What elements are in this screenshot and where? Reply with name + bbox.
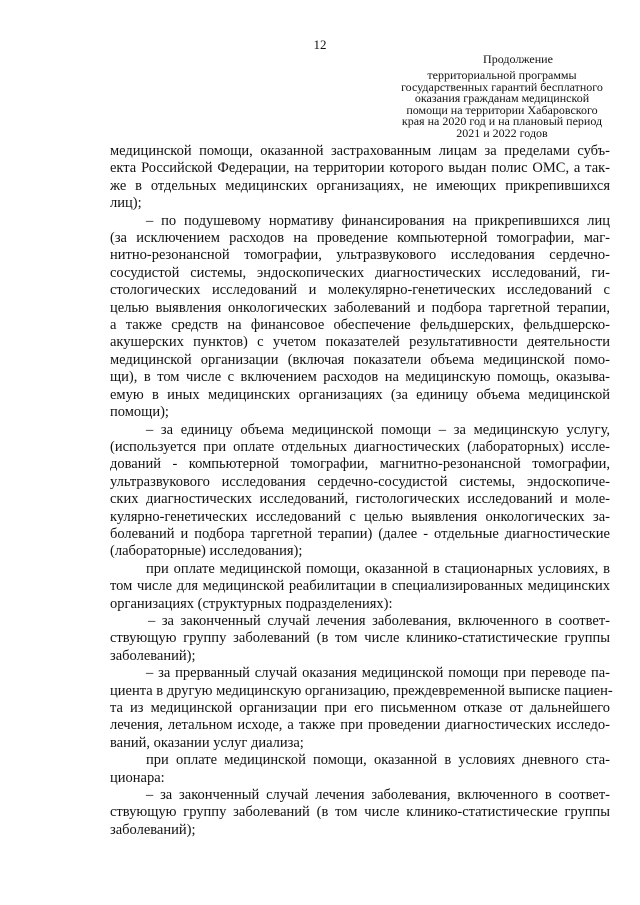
header-line: территориальной программы bbox=[427, 68, 577, 82]
text-line: дований - компьютерной томографии, магнитно-резонансной томографии, bbox=[110, 456, 610, 473]
text-line: ствующую группу заболеваний (в том числе клинико-статистические группы bbox=[110, 804, 610, 821]
text-line: екта Российской Федерации, на территории которого выдан полис ОМС, а так- bbox=[110, 160, 610, 177]
text-line: а также средств на финансовое обеспечение фельдшерских, фельдшерско- bbox=[110, 317, 610, 334]
text-line: сосудистой системы, эндоскопических диагностических исследований, ги- bbox=[110, 264, 610, 281]
text-line: заболеваний); bbox=[110, 821, 196, 838]
text-line: (за исключением расходов на проведение компьютерной томографии, маг- bbox=[110, 230, 610, 247]
text-line: – за прерванный случай оказания медицинской помощи при переводе па- bbox=[146, 665, 610, 682]
page-number: 12 bbox=[313, 37, 327, 52]
text-line: – за единицу объема медицинской помощи – за медицинскую услугу, bbox=[146, 421, 610, 438]
text-line: целью выявления онкологических заболеваний и подбора таргетной терапии, bbox=[110, 299, 610, 316]
header-line: края на 2020 год и на плановый период bbox=[401, 114, 603, 128]
text-line: лечения, летальном исходе, а также при проведении диагностических исследо- bbox=[110, 717, 610, 734]
text-line: медицинской организации (включая показатели объема медицинской помо- bbox=[110, 351, 610, 368]
text-line: – по подушевому нормативу финансирования на прикрепившихся лиц bbox=[146, 212, 610, 229]
text-line: стологических исследований и молекулярно-генетических исследований с bbox=[110, 282, 610, 299]
text-line: помощи); bbox=[110, 404, 169, 421]
text-line: заболеваний); bbox=[110, 647, 196, 664]
header-line: помощи на территории Хабаровского bbox=[406, 102, 598, 117]
header-line: 2021 и 2022 годов bbox=[456, 125, 548, 140]
text-line: та из медицинской организации при его письменном отказе от дальнейшего bbox=[110, 700, 610, 716]
body-text bbox=[110, 143, 613, 839]
text-line: – за законченный случай лечения заболевания, включенного в соответ- bbox=[148, 612, 610, 629]
header-line: государственных гарантий бесплатного bbox=[401, 79, 603, 94]
text-line: (лабораторные) исследования); bbox=[110, 543, 303, 560]
text-line: циента в другую медицинскую организацию, преждевременной выписке пациен- bbox=[110, 682, 613, 699]
text-line: нитно-резонансной томографии, ультразвукового исследования сердечно- bbox=[110, 247, 610, 264]
text-line: ультразвукового исследования сердечно-сосудистой системы, эндоскопиче- bbox=[110, 473, 610, 490]
text-line: при оплате медицинской помощи, оказанной в условиях дневного ста- bbox=[146, 752, 610, 769]
text-line: ваний, оказании услуг диализа; bbox=[110, 734, 304, 751]
text-line: – за законченный случай лечения заболевания, включенного в соответ- bbox=[146, 787, 610, 804]
text-line: при оплате медицинской помощи, оказанной в стационарных условиях, в bbox=[146, 560, 610, 577]
text-line: том числе для медицинской реабилитации в специализированных медицинских bbox=[110, 578, 610, 595]
text-line: ских диагностических исследований, гистологических исследований и моле- bbox=[110, 491, 610, 508]
text-line: организациях (структурных подразделениях): bbox=[110, 595, 393, 612]
text-line: кулярно-генетических исследований с целью выявления онкологических за- bbox=[110, 508, 610, 525]
text-line: (используется при оплате отдельных диагностических (лабораторных) иссле- bbox=[110, 438, 610, 455]
text-line: же в отдельных медицинских организациях, не имеющих прикрепившихся bbox=[110, 177, 610, 194]
header-line: оказания гражданам медицинской bbox=[414, 91, 590, 105]
text-line: емую в иных медицинских организациях (за единицу объема медицинской bbox=[110, 386, 610, 403]
text-line: ствующую группу заболеваний (в том числе клинико-статистические группы bbox=[110, 630, 610, 647]
text-line: щи), в том числе с включением расходов на медицинскую помощь, оказыва- bbox=[110, 369, 610, 386]
text-line: медицинской помощи, оказанной застрахованным лицам за пределами субъ- bbox=[110, 143, 610, 159]
text-line: болеваний и подбора таргетной терапии) (далее - отдельные диагностические bbox=[110, 525, 610, 542]
text-line: акушерских пунктов) с учетом показателей результативности деятельности bbox=[110, 334, 610, 351]
text-line: лиц); bbox=[110, 195, 142, 212]
text-line: ционара: bbox=[110, 769, 165, 786]
header-block bbox=[376, 70, 628, 139]
continuation-title: Продолжение bbox=[483, 52, 553, 66]
